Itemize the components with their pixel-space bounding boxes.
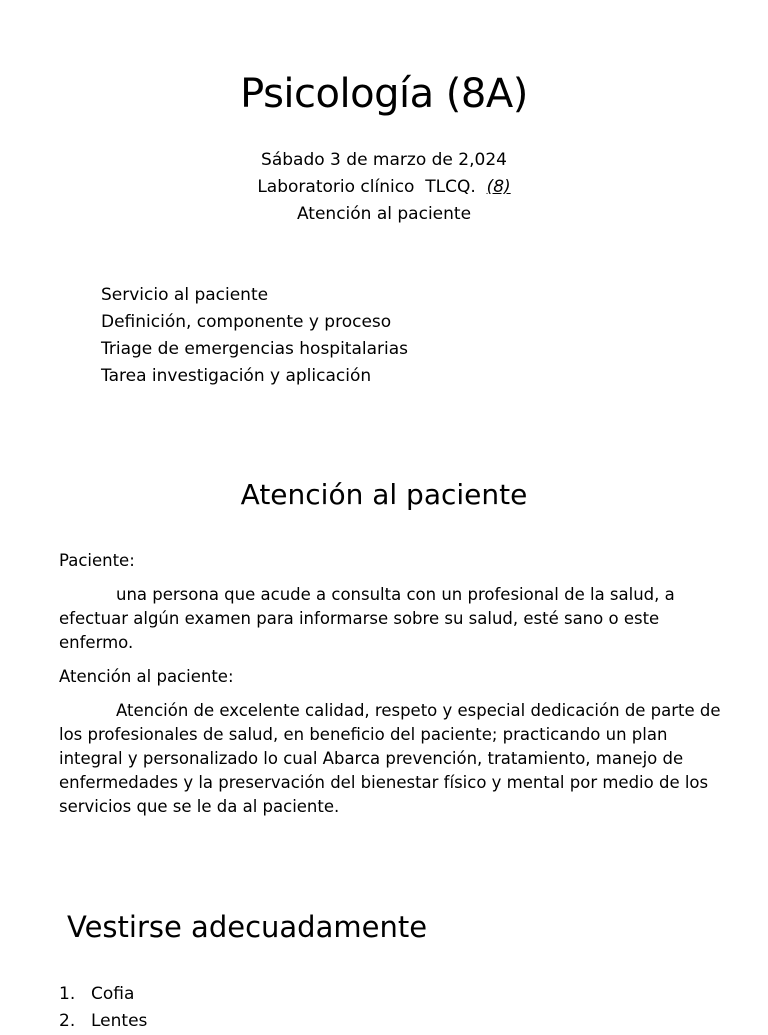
topic-item: Tarea investigación y aplicación: [101, 366, 372, 386]
page-title: Psicología (8A): [240, 71, 528, 117]
topic-item: Definición, componente y proceso: [101, 312, 392, 332]
topics-list: [101, 282, 408, 390]
course-text: Laboratorio clínico TLCQ.: [257, 177, 487, 197]
course-line: [0, 174, 768, 201]
dress-list: [59, 981, 147, 1035]
date-line: Sábado 3 de marzo de 2,024: [261, 150, 507, 170]
section-heading: Atención al paciente: [240, 478, 528, 511]
atencion-label: Atención al paciente:: [59, 667, 234, 686]
dress-item-number: 1.: [59, 984, 76, 1004]
dress-item-number: 2.: [59, 1011, 76, 1031]
topic-line: Atención al paciente: [296, 204, 472, 224]
atencion-definition: Atención de excelente calidad, respeto y especial dedicación de parte de los profesionales de salud, en beneficio del paciente; practicando un plan integral y personalizado lo cual Abarca prevención, tratamiento, manejo de enfermedades y la preservación del bienestar físico y mental por medio de los servicios que se le da al paciente.: [59, 701, 721, 816]
dress-heading: Vestirse adecuadamente: [67, 910, 428, 944]
topic-item: Triage de emergencias hospitalarias: [101, 339, 409, 359]
course-reference: (8): [486, 177, 511, 197]
subtitle-block: [0, 147, 768, 228]
dress-item: [59, 1008, 147, 1035]
paciente-definition: una persona que acude a consulta con un profesional de la salud, a efectuar algún examen para informarse sobre su salud, esté sano o este enfermo.: [59, 585, 675, 652]
dress-item: [59, 981, 147, 1008]
dress-item-label: Lentes: [91, 1011, 148, 1031]
topic-item: Servicio al paciente: [101, 285, 269, 305]
dress-item-label: Cofia: [91, 984, 135, 1004]
paciente-label: Paciente:: [59, 551, 135, 570]
section-body: [59, 549, 731, 829]
